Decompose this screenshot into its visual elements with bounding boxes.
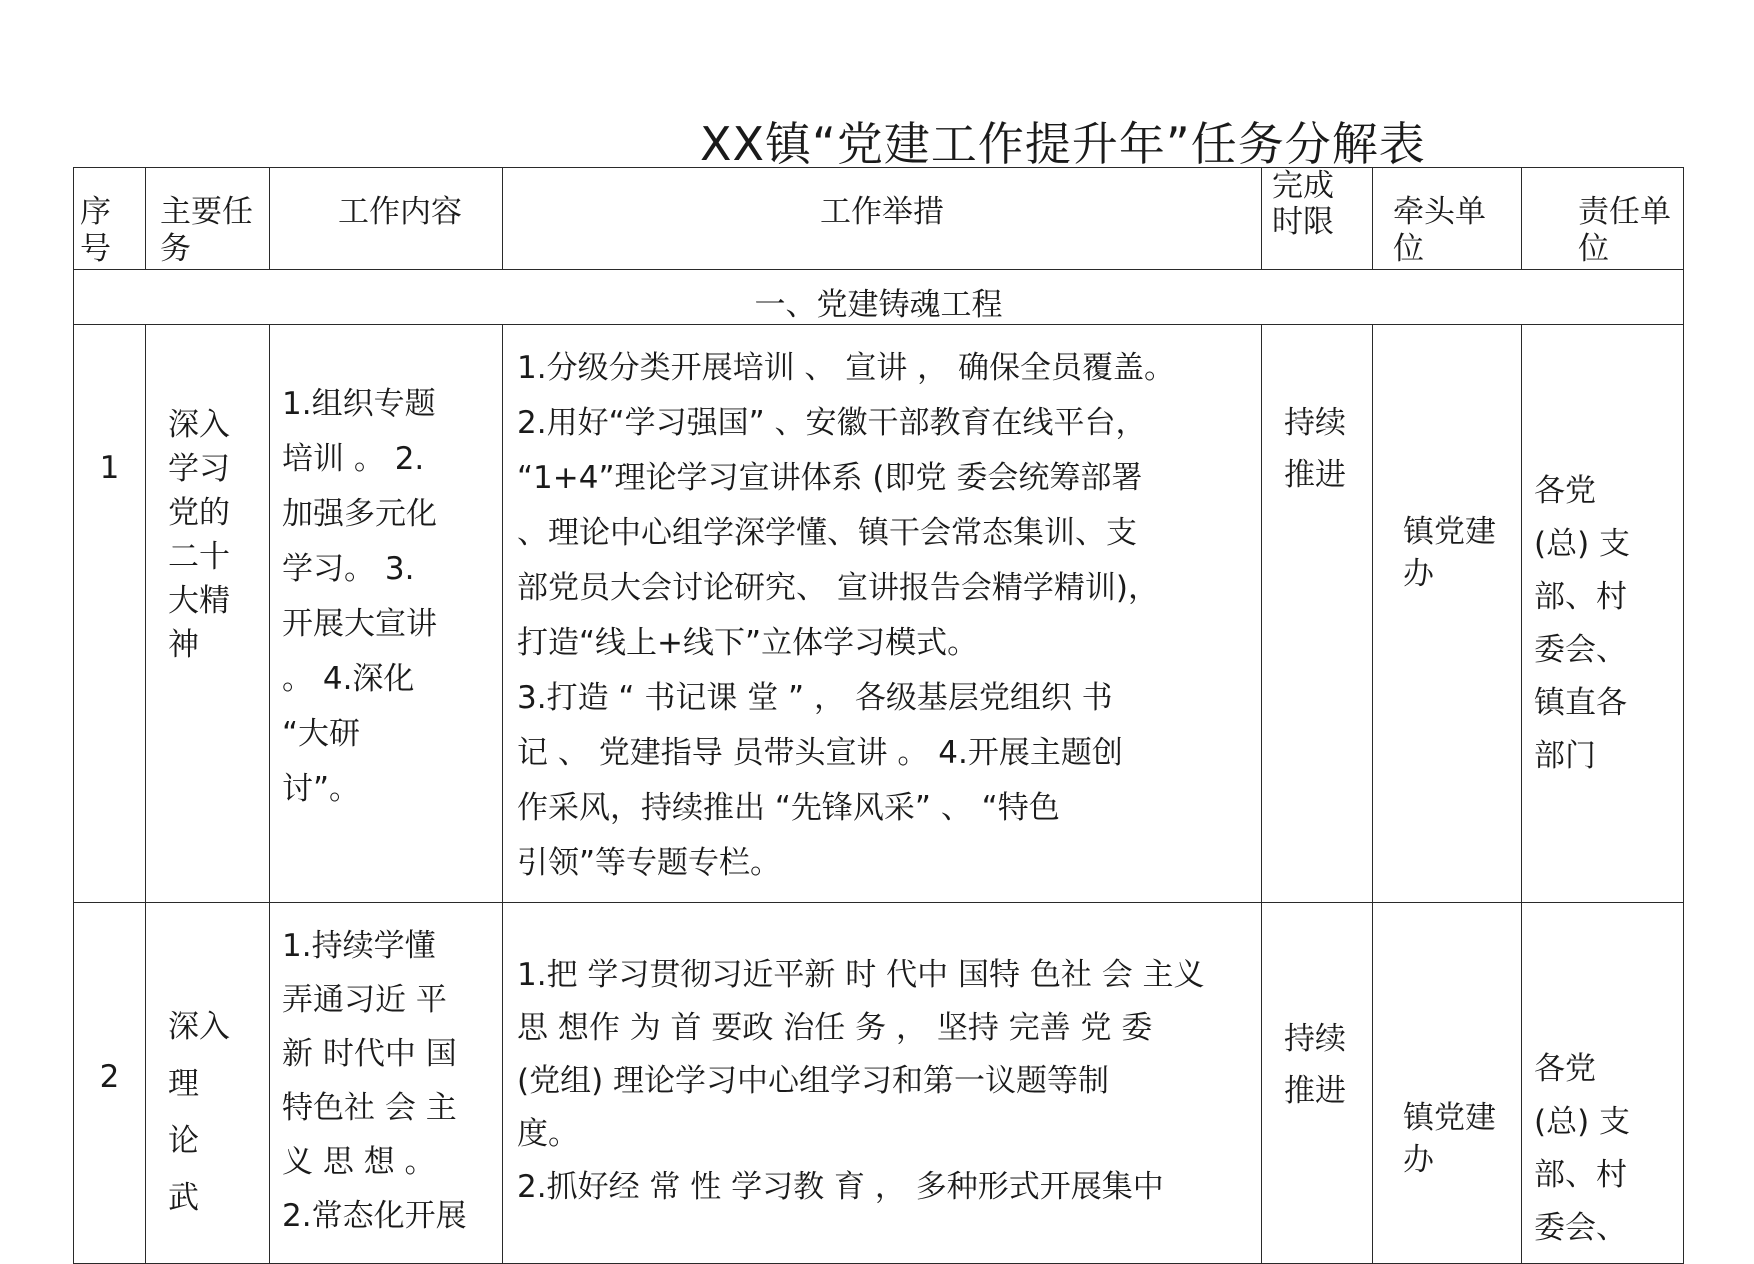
header-resp-cell bbox=[1522, 168, 1684, 270]
row-content-cell bbox=[270, 325, 503, 903]
table-row bbox=[74, 325, 1684, 903]
row-lead: 镇党建 办 bbox=[1403, 514, 1496, 592]
header-content: 工作内容 bbox=[338, 194, 462, 230]
row-resp: 各党 (总) 支 部、村 委会、 镇直各 部门 bbox=[1534, 473, 1631, 774]
header-measures-cell bbox=[503, 168, 1262, 270]
header-resp: 责任单 位 bbox=[1578, 194, 1671, 267]
row-lead: 镇党建 办 bbox=[1403, 1100, 1496, 1178]
row-measures-cell bbox=[503, 325, 1262, 903]
row-seq: 2 bbox=[99, 1059, 120, 1095]
row-seq-cell bbox=[74, 325, 146, 903]
header-deadline: 完成 时限 bbox=[1272, 168, 1334, 240]
row-measures: 1.分级分类开展培训 、 宣讲 ， 确保全员覆盖。 2.用好“学习强国” 、安徽干部教育在线平台， “1+4”理论学习宣讲体系 (即党 委会统筹部署 、理论中心组学深学懂、镇干会常态集训、支 部党员大会讨论研究、 宣讲报告会精学精训)， 打造“线上+线下”立体学习模式。 3.打造 “ 书记课 堂 ” ， 各级基层党组织 书 记 、 党建指导 员带头宣讲 。 4.开展主题创 作采风，持续推出 “先锋风采” 、 “特色 引领”等专题专栏。 bbox=[517, 350, 1175, 881]
row-deadline-cell bbox=[1262, 325, 1373, 903]
header-deadline-cell bbox=[1262, 168, 1373, 270]
row-content: 1.持续学懂 弄通习近 平 新 时代中 国 特色社 会 主 义 思 想 。 2.常态化开展 bbox=[282, 928, 467, 1234]
header-row bbox=[74, 168, 1684, 270]
row-measures: 1.把 学习贯彻习近平新 时 代中 国特 色社 会 主义 思 想作 为 首 要政 治任 务 ， 坚持 完善 党 委 (党组) 理论学习中心组学习和第一议题等制 度。 2.抓好经 常 性 学习教 育 ， 多种形式开展集中 bbox=[517, 957, 1205, 1205]
header-task-cell bbox=[146, 168, 270, 270]
header-content-cell bbox=[270, 168, 503, 270]
row-resp: 各党 (总) 支 部、村 委会、 bbox=[1534, 1051, 1631, 1246]
header-task: 主要任 务 bbox=[160, 194, 253, 267]
section-cell bbox=[74, 270, 1684, 325]
row-lead-cell bbox=[1373, 903, 1522, 1264]
row-task-cell bbox=[146, 903, 270, 1264]
row-content: 1.组织专题 培训 。 2. 加强多元化 学习。 3. 开展大宣讲 。 4.深化 “大研 讨”。 bbox=[282, 386, 437, 807]
header-lead: 牵头单 位 bbox=[1393, 194, 1486, 267]
header-lead-cell bbox=[1373, 168, 1522, 270]
page-title: XX镇“党建工作提升年”任务分解表 bbox=[700, 117, 1426, 171]
row-seq: 1 bbox=[99, 450, 120, 486]
row-resp-cell bbox=[1522, 325, 1684, 903]
task-table bbox=[73, 167, 1684, 1264]
row-deadline: 持续 推进 bbox=[1284, 405, 1346, 493]
section-row bbox=[74, 270, 1684, 325]
row-deadline: 持续 推进 bbox=[1284, 1021, 1346, 1109]
header-seq: 序 号 bbox=[80, 194, 111, 267]
row-resp-cell bbox=[1522, 903, 1684, 1264]
row-task: 深入 学习 党的 二十 大精 神 bbox=[168, 407, 230, 663]
row-deadline-cell bbox=[1262, 903, 1373, 1264]
row-task: 深入 理 论 武 bbox=[168, 1009, 230, 1216]
header-seq-cell bbox=[74, 168, 146, 270]
row-task-cell bbox=[146, 325, 270, 903]
row-measures-cell bbox=[503, 903, 1262, 1264]
header-measures: 工作举措 bbox=[820, 194, 944, 230]
row-seq-cell bbox=[74, 903, 146, 1264]
row-lead-cell bbox=[1373, 325, 1522, 903]
section-title: 一、党建铸魂工程 bbox=[754, 287, 1003, 323]
table-row bbox=[74, 903, 1684, 1264]
row-content-cell bbox=[270, 903, 503, 1264]
